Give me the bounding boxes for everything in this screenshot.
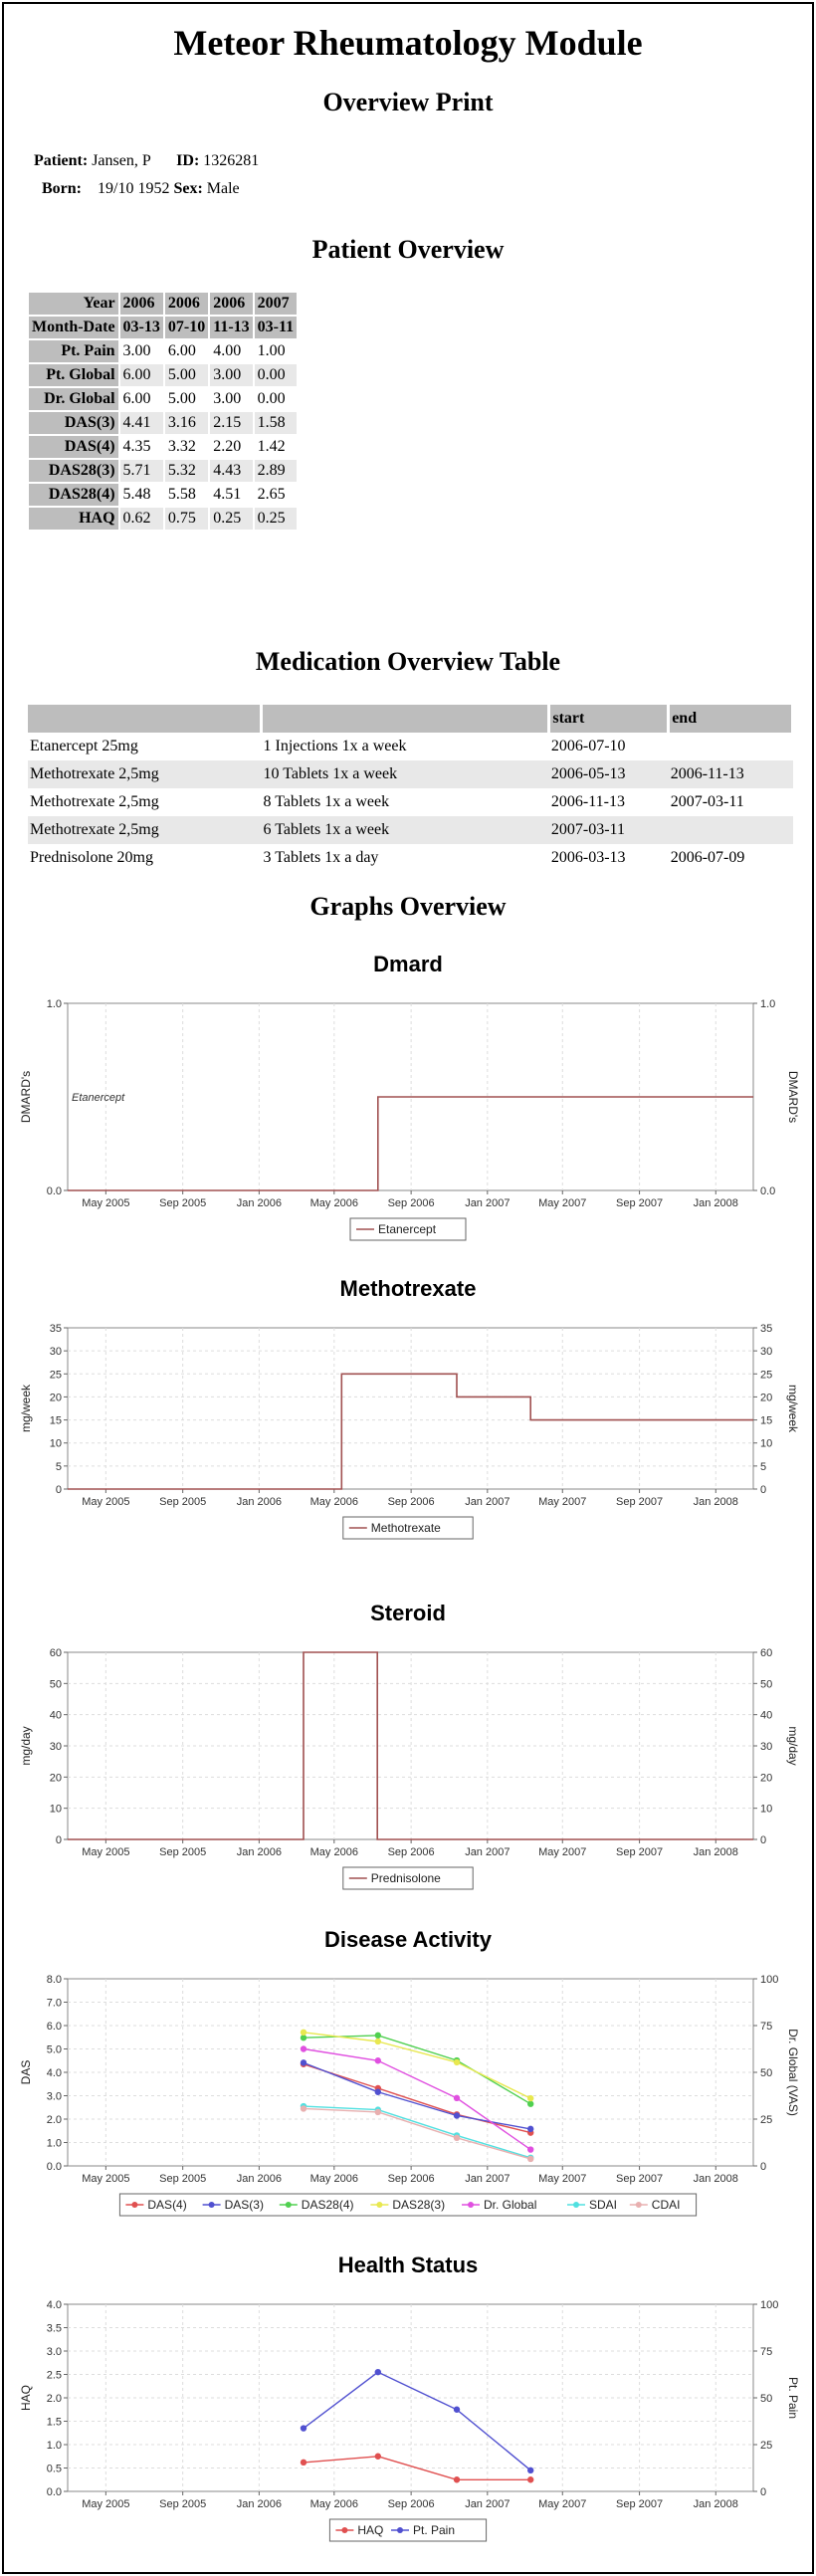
y-tick-label: 2.0	[46, 2393, 62, 2405]
x-tick-label: Jan 2008	[693, 1197, 738, 1209]
year-cell: 2006	[165, 293, 208, 315]
y-axis-right-label: mg/day	[786, 1726, 800, 1766]
x-tick-label: Sep 2005	[159, 1496, 207, 1508]
overview-row-label: HAQ	[29, 508, 118, 530]
y-tick-label: 1.0	[46, 2137, 62, 2150]
born-date: 19/10 1952	[98, 180, 170, 197]
date-label: Month-Date	[29, 317, 118, 338]
legend-swatch-dot	[286, 2202, 292, 2208]
y-axis-right-label: DMARD's	[786, 1070, 800, 1124]
legend-swatch-dot	[376, 2202, 382, 2208]
y-right-tick-label: 30	[760, 1741, 773, 1753]
medication-cell: 6 Tablets 1x a week	[262, 816, 549, 844]
x-tick-label: Sep 2005	[159, 2173, 207, 2185]
overview-value: 1.42	[257, 438, 286, 455]
data-point	[454, 2476, 460, 2482]
x-tick-label: Jan 2008	[693, 2498, 738, 2510]
medication-cell: 2006-11-13	[669, 760, 793, 788]
overview-row-label: DAS(4)	[29, 436, 118, 458]
medication-header: end	[669, 705, 793, 733]
medication-cell: 2006-03-13	[550, 849, 626, 866]
overview-value: 2.15	[210, 412, 252, 434]
y-tick-label: 20	[49, 1392, 62, 1404]
y-right-tick-label: 0	[760, 2161, 767, 2173]
legend-label: Etanercept	[378, 1222, 437, 1236]
y-tick-label: 6.0	[46, 2021, 62, 2033]
data-point	[301, 2030, 306, 2036]
x-tick-label: Sep 2007	[616, 1496, 664, 1508]
data-point	[527, 2468, 533, 2473]
y-right-tick-label: 0.0	[760, 1185, 776, 1197]
chart-health-status	[0, 2247, 816, 2563]
data-point	[301, 2045, 306, 2051]
overview-date-row	[29, 317, 297, 338]
overview-value: 2.20	[213, 438, 242, 455]
y-right-tick-label: 5	[760, 1460, 767, 1473]
data-point	[527, 2101, 533, 2107]
born-label: Born:	[42, 180, 82, 197]
medication-cell: 10 Tablets 1x a week	[262, 760, 549, 788]
y-tick-label: 4.0	[46, 2067, 62, 2079]
legend-label: Prednisolone	[370, 1871, 441, 1885]
medication-cell: Methotrexate 2,5mg	[28, 816, 262, 844]
x-tick-label: Jan 2006	[236, 1846, 282, 1858]
y-right-tick-label: 35	[760, 1323, 773, 1335]
data-point	[375, 2057, 381, 2063]
legend-swatch-dot	[468, 2202, 474, 2208]
y-tick-label: 0.0	[46, 2486, 62, 2498]
medication-cell: Prednisolone 20mg	[30, 849, 153, 866]
y-tick-label: 10	[49, 1803, 62, 1816]
legend-swatch-dot	[573, 2202, 579, 2208]
y-right-tick-label: 25	[760, 1369, 773, 1382]
medication-row	[28, 816, 793, 844]
x-tick-label: May 2005	[82, 2498, 130, 2510]
y-tick-label: 7.0	[46, 1997, 62, 2010]
overview-row	[29, 460, 297, 482]
y-tick-label: 35	[49, 1323, 62, 1335]
y-right-tick-label: 25	[760, 2440, 773, 2452]
medication-header	[262, 705, 549, 733]
x-tick-label: Jan 2006	[236, 2498, 282, 2510]
overview-row-label: DAS(3)	[29, 412, 118, 434]
y-tick-label: 30	[49, 1346, 62, 1359]
y-right-tick-label: 50	[760, 2067, 773, 2079]
y-tick-label: 5	[55, 1460, 62, 1473]
data-point	[375, 2454, 381, 2460]
y-right-tick-label: 75	[760, 2346, 773, 2358]
overview-value: 3.16	[165, 412, 208, 434]
y-axis-label: DAS	[19, 2059, 33, 2085]
medication-cell: 2007-03-11	[670, 793, 744, 810]
x-tick-label: Jan 2008	[693, 1496, 738, 1508]
medication-cell: Methotrexate 2,5mg	[28, 760, 262, 788]
medication-row	[28, 760, 793, 788]
medication-row	[28, 844, 793, 872]
data-point	[375, 2033, 381, 2039]
medication-row	[28, 788, 793, 816]
y-right-tick-label: 60	[760, 1647, 773, 1659]
overview-value: 2.65	[257, 486, 286, 503]
medication-header-row	[28, 705, 793, 733]
overview-value: 0.25	[210, 508, 252, 530]
x-tick-label: Sep 2007	[616, 2173, 664, 2185]
x-tick-label: May 2007	[538, 1197, 587, 1209]
y-tick-label: 15	[49, 1414, 62, 1427]
chart-title: Methotrexate	[339, 1276, 477, 1301]
overview-row-label: Pt. Pain	[29, 340, 118, 362]
y-axis-label: mg/day	[19, 1726, 33, 1766]
legend-swatch-dot	[636, 2202, 642, 2208]
overview-row-label: DAS28(4)	[29, 484, 118, 506]
legend-swatch-dot	[341, 2527, 347, 2533]
y-tick-label: 1.0	[46, 2440, 62, 2452]
data-point	[375, 2039, 381, 2044]
y-right-tick-label: 50	[760, 2393, 773, 2405]
data-point	[454, 2095, 460, 2101]
overview-value: 3.32	[167, 438, 196, 455]
x-tick-label: Jan 2006	[236, 1496, 282, 1508]
overview-value: 5.58	[167, 486, 196, 503]
x-tick-label: May 2007	[538, 1496, 587, 1508]
x-tick-label: Sep 2007	[616, 2498, 664, 2510]
patient-label: Patient:	[34, 152, 89, 169]
date-cell: 03-11	[255, 317, 297, 338]
patient-overview-table	[27, 291, 299, 532]
chart-dmard	[0, 946, 816, 1262]
chart-title: Disease Activity	[324, 1927, 492, 1952]
y-axis-label: DMARD's	[19, 1070, 33, 1124]
medication-cell: 2007-03-11	[549, 816, 669, 844]
overview-value: 3.00	[213, 390, 242, 407]
data-point	[375, 2109, 381, 2115]
medication-cell: 2006-05-13	[549, 760, 669, 788]
medication-cell: 8 Tablets 1x a week	[263, 793, 390, 810]
x-tick-label: May 2006	[309, 2173, 358, 2185]
x-tick-label: May 2006	[309, 1197, 358, 1209]
medication-cell: Methotrexate 2,5mg	[30, 793, 159, 810]
overview-value: 4.35	[122, 438, 151, 455]
y-tick-label: 50	[49, 1678, 62, 1691]
overview-value: 6.00	[122, 390, 151, 407]
overview-row	[29, 412, 297, 434]
overview-value: 6.00	[167, 342, 196, 359]
legend-label: DAS(3)	[224, 2198, 264, 2212]
x-tick-label: Sep 2006	[387, 1496, 435, 1508]
id-label: ID:	[176, 152, 200, 169]
page-title: Meteor Rheumatology Module	[173, 23, 643, 63]
overview-value: 5.32	[165, 460, 208, 482]
medication-heading: Medication Overview Table	[255, 647, 561, 676]
y-right-tick-label: 20	[760, 1392, 773, 1404]
legend-swatch-dot	[209, 2202, 215, 2208]
x-tick-label: Jan 2007	[465, 1197, 510, 1209]
y-axis-right-label: Pt. Pain	[786, 2376, 800, 2420]
overview-value: 0.00	[257, 390, 286, 407]
x-tick-label: Jan 2007	[465, 2498, 510, 2510]
x-tick-label: Sep 2005	[159, 1846, 207, 1858]
y-right-tick-label: 30	[760, 1346, 773, 1359]
overview-row-label: Dr. Global	[29, 388, 118, 410]
overview-value: 2.89	[255, 460, 297, 482]
x-tick-label: Sep 2006	[387, 2173, 435, 2185]
y-right-tick-label: 0	[760, 1484, 767, 1496]
overview-value: 0.00	[255, 364, 297, 386]
overview-value: 0.75	[165, 508, 208, 530]
y-right-tick-label: 10	[760, 1437, 773, 1450]
data-point	[301, 2460, 306, 2466]
y-tick-label: 10	[49, 1437, 62, 1450]
x-tick-label: May 2006	[309, 2498, 358, 2510]
overview-value: 0.25	[255, 508, 297, 530]
plot-area	[68, 1328, 753, 1489]
legend-label: DAS(4)	[147, 2198, 187, 2212]
x-tick-label: Sep 2006	[387, 1846, 435, 1858]
overview-row-label: DAS28(3)	[29, 460, 118, 482]
overview-year-row	[29, 293, 297, 315]
medication-cell: 3 Tablets 1x a day	[263, 849, 379, 866]
y-tick-label: 60	[49, 1647, 62, 1659]
y-right-tick-label: 40	[760, 1709, 773, 1722]
x-tick-label: May 2007	[538, 2173, 587, 2185]
x-tick-label: Jan 2007	[465, 1496, 510, 1508]
y-tick-label: 5.0	[46, 2043, 62, 2056]
y-right-tick-label: 20	[760, 1772, 773, 1785]
y-tick-label: 4.0	[46, 2299, 62, 2311]
x-tick-label: May 2005	[82, 1846, 130, 1858]
medication-cell: 1 Injections 1x a week	[263, 738, 407, 754]
overview-value: 4.00	[213, 342, 242, 359]
medication-cell	[669, 733, 793, 760]
patient-overview-heading: Patient Overview	[311, 235, 505, 264]
overview-row	[29, 340, 297, 362]
year-cell: 2006	[120, 293, 163, 315]
medication-header: start	[549, 705, 669, 733]
y-axis-right-label: Dr. Global (VAS)	[786, 2029, 800, 2116]
x-tick-label: Jan 2006	[236, 2173, 282, 2185]
x-tick-label: May 2005	[82, 1496, 130, 1508]
medication-cell	[669, 816, 793, 844]
y-axis-label: HAQ	[19, 2384, 33, 2412]
legend-label: SDAI	[589, 2198, 618, 2212]
medication-cell: 2006-07-09	[670, 849, 745, 866]
legend-label: DAS28(4)	[301, 2198, 354, 2212]
y-tick-label: 25	[49, 1369, 62, 1382]
y-right-tick-label: 100	[760, 1974, 779, 1986]
data-point	[527, 2146, 533, 2152]
y-tick-label: 0	[55, 1834, 62, 1846]
data-point	[375, 2369, 381, 2375]
y-tick-label: 1.5	[46, 2416, 62, 2429]
chart-disease-activity	[0, 1921, 816, 2238]
y-right-tick-label: 0	[760, 1834, 767, 1846]
overview-value: 5.71	[120, 460, 163, 482]
y-tick-label: 30	[49, 1741, 62, 1753]
medication-cell: 2006-07-10	[550, 738, 626, 754]
medication-table	[28, 705, 794, 872]
overview-value: 0.62	[120, 508, 163, 530]
medication-row	[28, 733, 793, 760]
overview-row	[29, 484, 297, 506]
y-tick-label: 3.0	[46, 2090, 62, 2103]
overview-value: 1.00	[257, 342, 286, 359]
x-tick-label: May 2007	[538, 2498, 587, 2510]
x-tick-label: Sep 2005	[159, 1197, 207, 1209]
chart-annotation: Etanercept	[72, 1092, 125, 1104]
y-right-tick-label: 50	[760, 1678, 773, 1691]
overview-row	[29, 436, 297, 458]
x-tick-label: Jan 2007	[465, 2173, 510, 2185]
legend-swatch-dot	[397, 2527, 403, 2533]
y-tick-label: 3.5	[46, 2322, 62, 2335]
overview-row	[29, 364, 297, 386]
legend-label: DAS28(3)	[392, 2198, 446, 2212]
page-subtitle: Overview Print	[322, 88, 494, 116]
overview-value: 5.00	[167, 390, 196, 407]
y-tick-label: 8.0	[46, 1974, 62, 1986]
legend-label: Dr. Global	[484, 2198, 537, 2212]
chart-title: Dmard	[373, 952, 443, 976]
date-cell: 03-13	[120, 317, 163, 338]
x-tick-label: May 2007	[538, 1846, 587, 1858]
legend-label: Pt. Pain	[413, 2523, 456, 2537]
y-tick-label: 2.0	[46, 2114, 62, 2126]
y-tick-label: 20	[49, 1772, 62, 1785]
medication-header	[28, 705, 262, 733]
chart-title: Health Status	[337, 2253, 479, 2277]
x-tick-label: Sep 2007	[616, 1197, 664, 1209]
y-right-tick-label: 75	[760, 2021, 773, 2033]
x-tick-label: May 2005	[82, 1197, 130, 1209]
overview-value: 6.00	[120, 364, 163, 386]
overview-value: 5.48	[122, 486, 151, 503]
y-tick-label: 1.0	[46, 998, 62, 1010]
data-point	[301, 2105, 306, 2111]
x-tick-label: Sep 2006	[387, 1197, 435, 1209]
date-cell: 11-13	[210, 317, 252, 338]
y-tick-label: 0.0	[46, 2161, 62, 2173]
patient-name: Jansen, P	[92, 152, 151, 169]
year-cell: 2007	[255, 293, 297, 315]
medication-cell: 2006-11-13	[550, 793, 625, 810]
y-tick-label: 3.0	[46, 2346, 62, 2358]
patient-id: 1326281	[203, 152, 260, 169]
patient-line	[34, 152, 259, 170]
overview-value: 3.00	[210, 364, 252, 386]
x-tick-label: Sep 2005	[159, 2498, 207, 2510]
data-point	[454, 2135, 460, 2141]
medication-cell: Etanercept 25mg	[30, 738, 138, 754]
overview-value: 3.00	[122, 342, 151, 359]
overview-value: 1.58	[255, 412, 297, 434]
chart-steroid	[0, 1595, 816, 1911]
x-tick-label: Jan 2006	[236, 1197, 282, 1209]
born-line	[42, 180, 240, 198]
chart-title: Steroid	[370, 1601, 446, 1625]
legend-label: HAQ	[357, 2523, 384, 2537]
y-right-tick-label: 10	[760, 1803, 773, 1816]
y-tick-label: 2.5	[46, 2369, 62, 2382]
x-tick-label: Jan 2008	[693, 1846, 738, 1858]
y-axis-label: mg/week	[19, 1384, 33, 1433]
sex-value: Male	[206, 180, 240, 197]
x-tick-label: Sep 2006	[387, 2498, 435, 2510]
data-point	[375, 2089, 381, 2095]
data-point	[527, 2156, 533, 2162]
y-right-tick-label: 100	[760, 2299, 779, 2311]
data-point	[527, 2095, 533, 2101]
y-right-tick-label: 1.0	[760, 998, 776, 1010]
overview-value: 4.43	[210, 460, 252, 482]
x-tick-label: Sep 2007	[616, 1846, 664, 1858]
year-cell: 2006	[210, 293, 252, 315]
overview-row-label: Pt. Global	[29, 364, 118, 386]
overview-row	[29, 388, 297, 410]
overview-value: 4.51	[213, 486, 242, 503]
y-tick-label: 0.0	[46, 1185, 62, 1197]
y-tick-label: 0	[55, 1484, 62, 1496]
date-cell: 07-10	[165, 317, 208, 338]
graphs-heading: Graphs Overview	[309, 892, 507, 921]
y-tick-label: 0.5	[46, 2463, 62, 2475]
data-point	[301, 2059, 306, 2065]
sex-label: Sex:	[173, 180, 203, 197]
data-point	[454, 2112, 460, 2118]
data-point	[527, 2126, 533, 2132]
x-tick-label: May 2005	[82, 2173, 130, 2185]
legend-label: Methotrexate	[370, 1521, 441, 1535]
data-point	[301, 2425, 306, 2431]
y-right-tick-label: 0	[760, 2486, 767, 2498]
chart-methotrexate	[0, 1270, 816, 1561]
x-tick-label: Jan 2008	[693, 2173, 738, 2185]
year-label: Year	[29, 293, 118, 315]
legend-swatch-dot	[131, 2202, 137, 2208]
data-point	[454, 2059, 460, 2065]
overview-row	[29, 508, 297, 530]
y-right-tick-label: 15	[760, 1414, 773, 1427]
overview-value: 5.00	[165, 364, 208, 386]
x-tick-label: May 2006	[309, 1496, 358, 1508]
y-right-tick-label: 25	[760, 2114, 773, 2126]
overview-value: 4.41	[120, 412, 163, 434]
legend-label: CDAI	[651, 2198, 681, 2212]
y-axis-right-label: mg/week	[786, 1384, 800, 1433]
x-tick-label: May 2006	[309, 1846, 358, 1858]
x-tick-label: Jan 2007	[465, 1846, 510, 1858]
data-point	[454, 2407, 460, 2413]
y-tick-label: 40	[49, 1709, 62, 1722]
data-point	[527, 2476, 533, 2482]
